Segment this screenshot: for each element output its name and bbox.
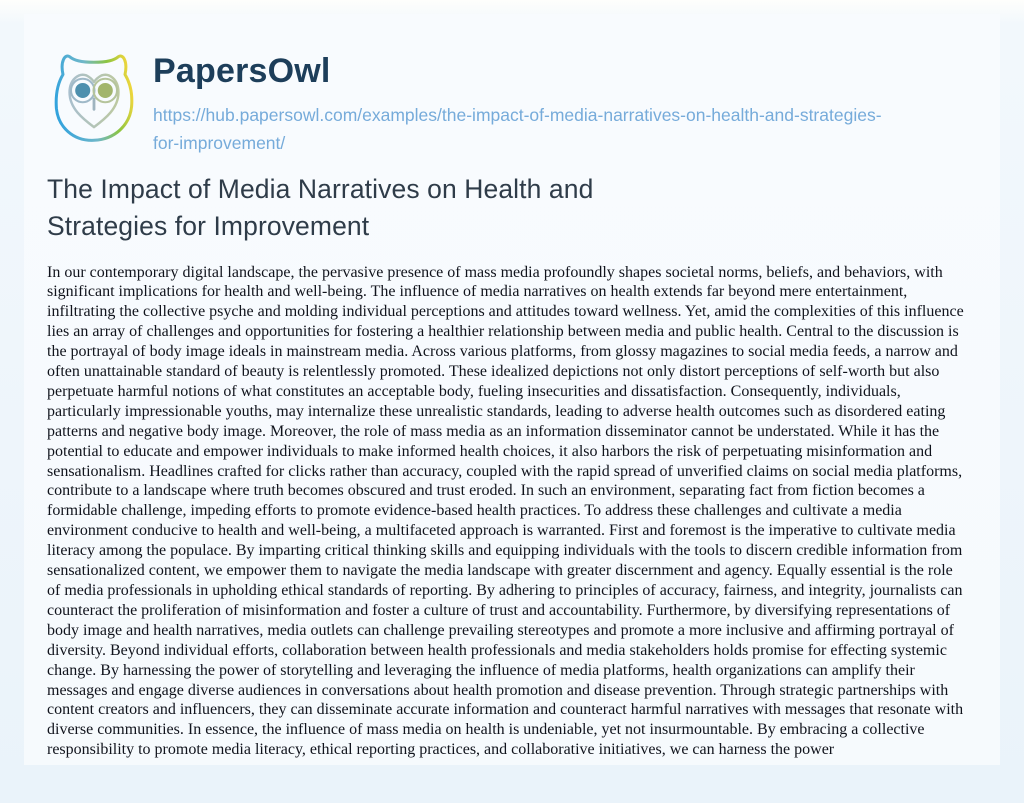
document-content xyxy=(24,14,1000,765)
brand-block xyxy=(153,48,893,157)
article-body: In our contemporary digital landscape, the pervasive presence of mass media profoundly shapes societal norms, beliefs, and behaviors, with significant implications for health and well-being. The influence of media narratives on health extends far beyond mere entertainment, infiltrating the collective psyche and molding individual perceptions and attitudes toward wellness. Yet, amid the complexities of this influence lies an array of challenges and opportunities for fostering a healthier relationship between media and public health. Central to the discussion is the portrayal of body image ideals in mainstream media. Across various platforms, from glossy magazines to social media feeds, a narrow and often unattainable standard of beauty is relentlessly promoted. These idealized depictions not only distort perceptions of self-worth but also perpetuate harmful notions of what constitutes an acceptable body, fueling insecurities and dissatisfaction. Consequently, individuals, particularly impressionable youths, may internalize these unrealistic standards, leading to adverse health outcomes such as disordered eating patterns and negative body image. Moreover, the role of mass media as an information disseminator cannot be understated. While it has the potential to educate and empower individuals to make informed health choices, it also harbors the risk of perpetuating misinformation and sensationalism. Headlines crafted for clicks rather than accuracy, coupled with the rapid spread of unverified claims on social media platforms, contribute to a landscape where truth becomes obscured and trust eroded. In such an environment, separating fact from fiction becomes a formidable challenge, impeding efforts to promote evidence-based health practices. To address these challenges and cultivate a media environment conducive to health and well-being, a multifaceted approach is warranted. First and foremost is the imperative to cultivate media literacy among the populace. By imparting critical thinking skills and equipping individuals with the tools to discern credible information from sensationalized content, we empower them to navigate the media landscape with greater discernment and agency. Equally essential is the role of media professionals in upholding ethical standards of reporting. By adhering to principles of accuracy, fairness, and integrity, journalists can counteract the proliferation of misinformation and foster a culture of trust and accountability. Furthermore, by diversifying representations of body image and health narratives, media outlets can challenge prevailing stereotypes and promote a more inclusive and affirming portrayal of diversity. Beyond individual efforts, collaboration between health professionals and media stakeholders holds promise for effecting systemic change. By harnessing the power of storytelling and leveraging the influence of media platforms, health organizations can amplify their messages and engage diverse audiences in conversations about health promotion and disease prevention. Through strategic partnerships with content creators and influencers, they can disseminate accurate information and counteract harmful narratives with messages that resonate with diverse communities. In essence, the influence of mass media on health is undeniable, yet not insurmountable. By embracing a collective responsibility to promote media literacy, ethical reporting practices, and collaborative initiatives, we can harness the power xyxy=(47,263,964,759)
page-url-link[interactable]: https://hub.papersowl.com/examples/the-impact-of-media-narratives-on-health-and-strategies-for-improvement/ xyxy=(153,104,882,153)
owl-logo-icon[interactable] xyxy=(47,48,141,148)
brand-name[interactable]: PapersOwl xyxy=(153,52,331,90)
site-header xyxy=(47,48,977,157)
article-title: The Impact of Media Narratives on Health and Strategies for Improvement xyxy=(47,173,594,241)
